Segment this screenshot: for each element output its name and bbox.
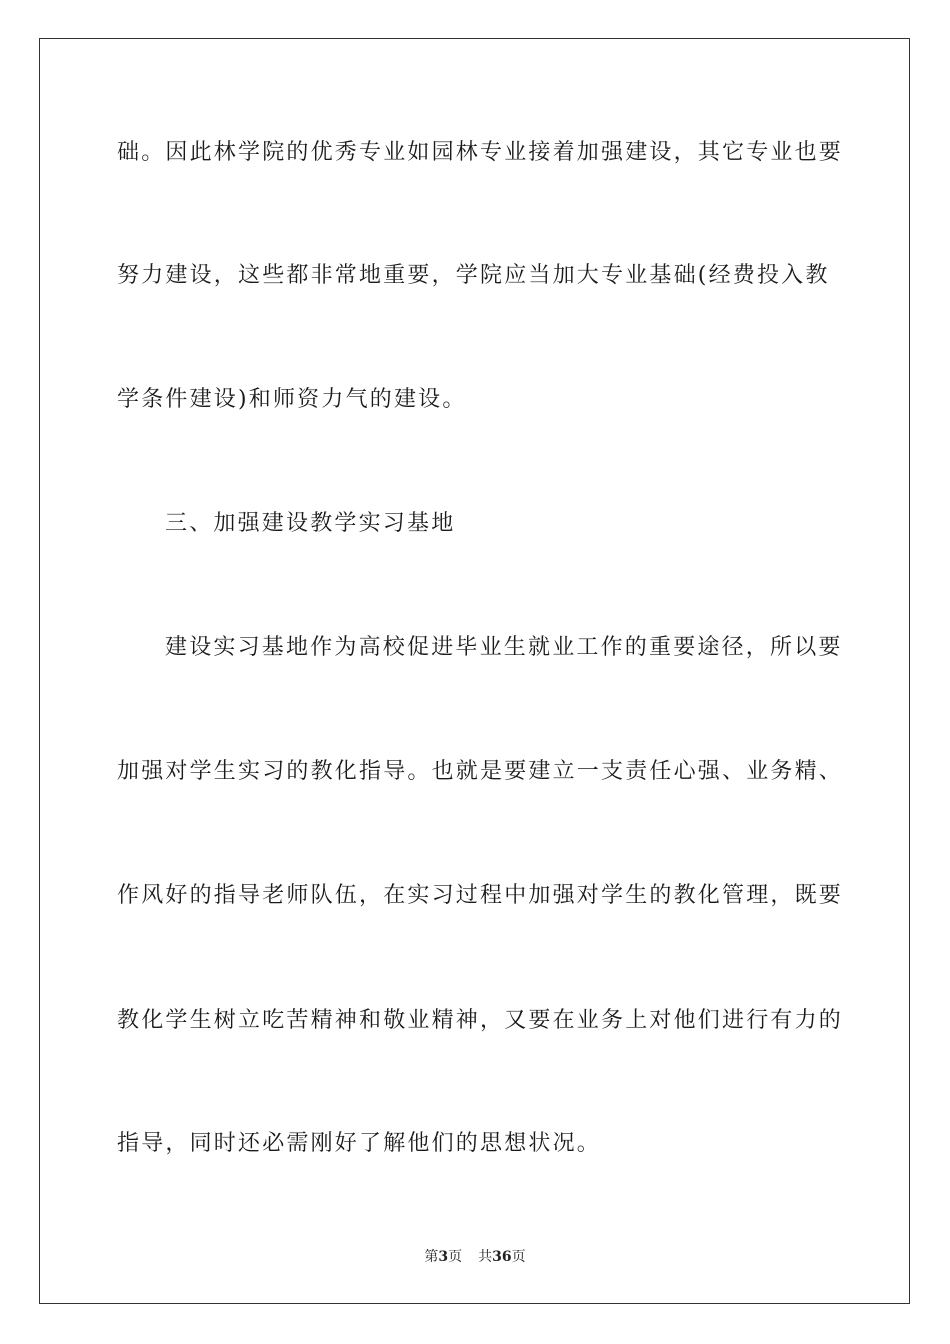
page-border	[39, 38, 910, 1304]
page-current: 3	[438, 1249, 449, 1265]
text-line: 教化学生树立吃苦精神和敬业精神，又要在业务上对他们进行有力的	[117, 1008, 844, 1033]
total-suffix: 页	[511, 1249, 526, 1265]
text-line: 努力建设，这些都非常地重要，学院应当加大专业基础(经费投入教	[117, 263, 830, 288]
page-suffix: 页	[448, 1249, 463, 1265]
section-heading: 三、加强建设教学实习基地	[165, 511, 456, 536]
paragraph-first-line: 建设实习基地作为高校促进毕业生就业工作的重要途径，所以要	[165, 635, 843, 660]
total-prefix: 共	[478, 1249, 493, 1265]
page-total: 36	[492, 1249, 512, 1265]
text-line: 指导，同时还必需刚好了解他们的思想状况。	[117, 1131, 602, 1156]
text-line: 础。因此林学院的优秀专业如园林专业接着加强建设，其它专业也要	[117, 140, 844, 165]
text-line: 学条件建设)和师资力气的建设。	[117, 387, 467, 412]
page-prefix: 第	[424, 1249, 439, 1265]
text-line: 作风好的指导老师队伍，在实习过程中加强对学生的教化管理，既要	[117, 883, 844, 908]
text-line: 加强对学生实习的教化指导。也就是要建立一支责任心强、业务精、	[117, 759, 844, 784]
page-footer	[0, 1247, 950, 1267]
